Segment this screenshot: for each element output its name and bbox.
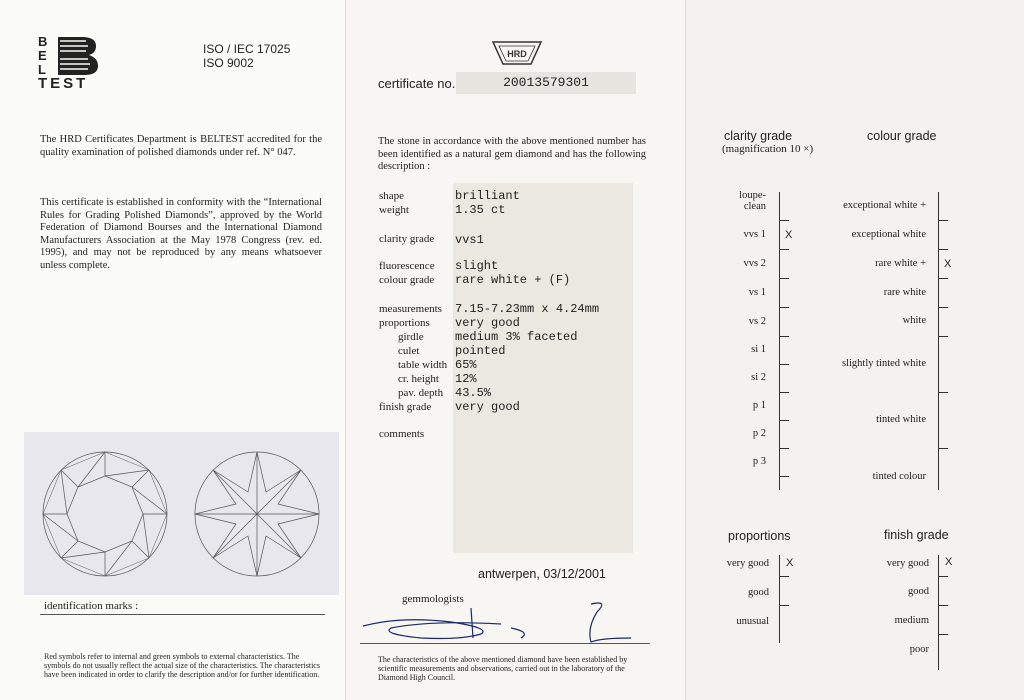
colour-title: colour grade [867,129,937,143]
clarity-grade-loupe-clean: loupe- clean [739,190,766,212]
field-value-clarity: vvs1 [455,233,484,247]
colour-tick [938,448,948,449]
clarity-tick [779,278,789,279]
logo-letter-e: E [38,48,47,63]
stone-paragraph: The stone in accordance with the above mentioned number has been identified as a natural gem diamond and has the following description : [378,136,646,172]
field-value-girdle: medium 3% faceted [455,330,578,344]
finish-grade-very-good: very good [886,558,929,569]
clarity-grade-vvs2: vvs 2 [743,258,766,269]
field-label-fluorescence: fluorescence [379,260,435,272]
field-value-weight: 1.35 ct [455,203,506,217]
field-label-colour: colour grade [379,274,435,286]
place-date: antwerpen, 03/12/2001 [478,567,606,581]
field-value-crown-height: 12% [455,372,477,386]
beltest-logo [38,35,108,95]
clarity-subtitle: (magnification 10 ×) [722,143,814,155]
certificate-label: certificate no. [378,76,456,91]
proportions-title: proportions [728,529,791,543]
logo-b-mark-icon [56,35,100,77]
colour-scale-line [938,192,939,490]
certificate-number: 20013579301 [456,72,636,94]
field-label-pavilion-depth: pav. depth [398,387,444,399]
finish-scale-line [938,555,939,670]
clarity-tick [779,392,789,393]
clarity-scale-line [779,192,780,490]
finish-tick [938,576,948,577]
finish-grade-medium: medium [894,615,929,626]
field-label-clarity: clarity grade [379,233,435,245]
proportions-tick [779,605,789,606]
clarity-grade-vs2: vs 2 [748,316,766,327]
field-value-fluorescence: slight [455,259,499,273]
clarity-grade-si1: si 1 [751,344,766,355]
colour-tick [938,278,948,279]
colour-grade-rare-white-plus: rare white + [875,258,926,269]
clarity-tick [779,420,789,421]
middle-panel [345,0,686,700]
field-value-shape: brilliant [455,189,520,203]
clarity-grade-p2: p 2 [752,428,766,439]
clarity-tick [779,307,789,308]
colour-selected-mark: X [944,258,952,270]
left-panel [0,0,345,700]
colour-tick [938,307,948,308]
field-label-table-width: table width [398,359,448,371]
signature-rule [360,643,650,644]
identification-label: identification marks : [44,600,139,612]
clarity-tick [779,448,789,449]
crown-view-icon [30,444,180,584]
colour-grade-exceptional-white: exceptional white [851,229,926,240]
colour-tick [938,336,948,337]
field-label-finish: finish grade [379,401,432,413]
colour-tick [938,220,948,221]
iso-line-2: ISO 9002 [203,56,254,70]
clarity-grade-vs1: vs 1 [748,287,766,298]
proportions-tick [779,576,789,577]
proportions-selected-mark: X [786,557,794,569]
clarity-tick [779,249,789,250]
middle-footnote: The characteristics of the above mentioned diamond have been established by scientific measurements and observations, carried out in the laboratory of the Diamond High Council. [378,655,628,682]
proportions-grade-very-good: very good [726,558,769,569]
colour-grade-exceptional-white-plus: exceptional white + [843,200,926,211]
colour-grade-slightly-tinted-white: slightly tinted white [842,358,926,369]
finish-grade-poor: poor [909,644,929,655]
field-value-proportions: very good [455,316,520,330]
clarity-tick [779,476,789,477]
field-value-culet: pointed [455,344,506,358]
clarity-grade-p3: p 3 [752,456,766,467]
colour-tick [938,392,948,393]
field-label-girdle: girdle [398,331,424,343]
field-value-measurements: 7.15-7.23mm x 4.24mm [455,302,600,316]
proportions-grade-unusual: unusual [736,616,769,627]
field-label-weight: weight [379,204,409,216]
hrd-logo-text: HRD [507,49,527,59]
field-value-colour: rare white + (F) [455,273,571,287]
field-value-table-width: 65% [455,358,477,372]
finish-grade-good: good [908,586,929,597]
field-label-proportions: proportions [379,317,430,329]
field-label-crown-height: cr. height [398,373,439,385]
intro-paragraph: The HRD Certificates Department is BELTEST accredited for the quality examination of polished diamonds under ref. N° 047. [40,134,322,158]
conformity-paragraph: This certificate is established in conformity with the “International Rules for Grading Polished Diamonds”, approved by the World Federation of Diamond Bourses and the International Diamond Manufacturers Association at the May 1978 Congress (rev. ed. 1995), and may not be reproduced by any means whatsoever unless complete. [40,197,322,271]
colour-grade-white: white [902,315,926,326]
colour-grade-tinted-white: tinted white [876,414,926,425]
diamond-diagram [24,432,339,595]
iso-line-1: ISO / IEC 17025 [203,42,291,56]
field-label-culet: culet [398,345,420,357]
finish-tick [938,634,948,635]
clarity-grade-p1: p 1 [752,400,766,411]
field-label-shape: shape [379,190,405,202]
logo-letter-b: B [38,34,48,49]
finish-tick [938,605,948,606]
signature-icon [361,598,661,648]
hrd-logo-icon [491,40,543,66]
colour-grade-rare-white: rare white [883,287,926,298]
clarity-selected-mark: X [785,229,793,241]
field-label-measurements: measurements [379,303,442,315]
clarity-tick [779,220,789,221]
finish-title: finish grade [884,528,949,542]
clarity-grade-si2: si 2 [751,372,766,383]
pavilion-view-icon [182,444,332,584]
logo-letter-l: L [38,62,46,77]
clarity-tick [779,364,789,365]
clarity-grade-vvs1: vvs 1 [743,229,766,240]
clarity-title: clarity grade [724,129,793,143]
field-label-comments: comments [379,428,425,440]
proportions-grade-good: good [748,587,769,598]
field-value-pavilion-depth: 43.5% [455,386,492,400]
colour-tick [938,249,948,250]
identification-rule [40,614,325,615]
proportions-scale-line [779,555,780,643]
finish-selected-mark: X [945,556,953,568]
left-footnote: Red symbols refer to internal and green symbols to external characteristics. The symbols do not usually reflect the actual size of the characteristics. The characteristics have been indicated in order to clarify the description and/or for further identification. [44,652,320,679]
right-panel [685,0,1024,700]
colour-grade-tinted-colour: tinted colour [872,471,926,482]
gemmologists-label: gemmologists [402,593,464,605]
logo-word-test: TEST [38,75,89,92]
clarity-tick [779,336,789,337]
field-value-finish: very good [455,400,520,414]
